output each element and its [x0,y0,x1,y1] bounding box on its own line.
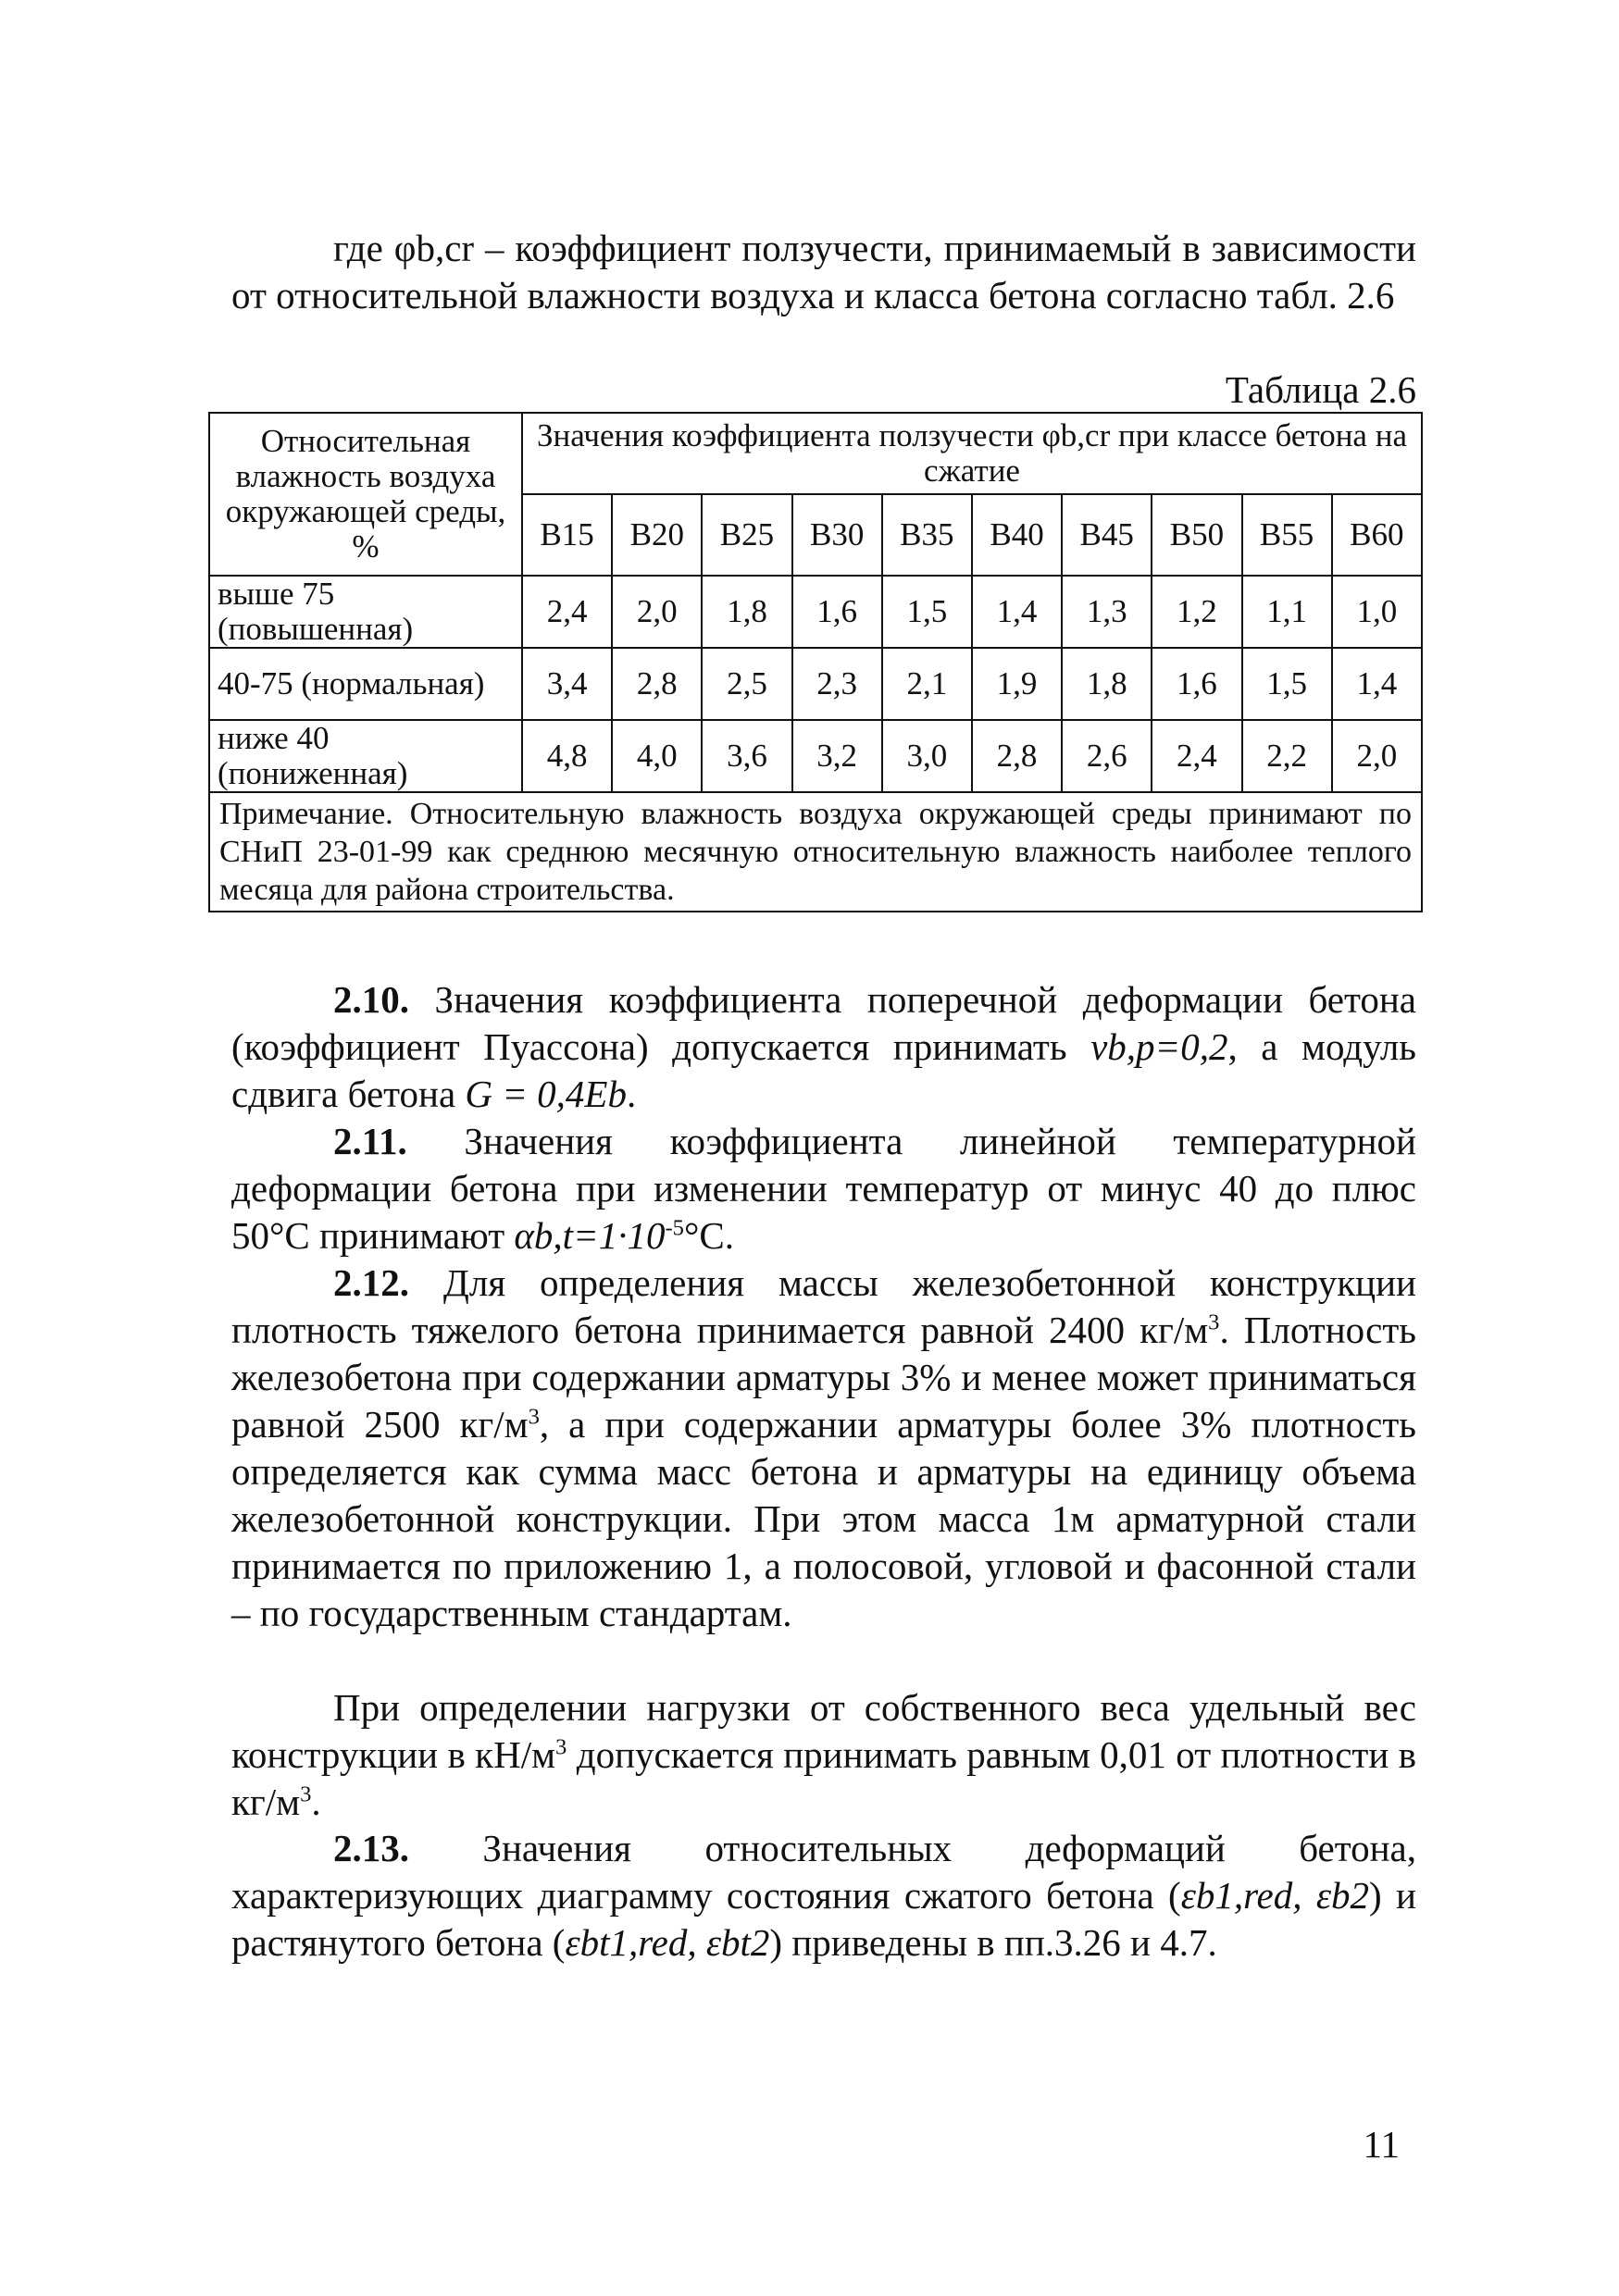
section-number: 2.12. [333,1261,409,1304]
creep-value-cell: 1,1 [1242,576,1332,648]
table-row [209,720,1422,792]
creep-value-cell: 2,0 [1332,720,1422,792]
poisson-formula: νb,p=0,2 [1090,1025,1228,1068]
creep-value-cell: 3,0 [882,720,972,792]
section-2-12 [231,1260,1416,1637]
text-fragment: При определении нагрузки от собственного веса удельный вес конструкции в кН/м [231,1686,1416,1776]
creep-value-cell: 2,8 [612,648,702,720]
creep-value-cell: 2,5 [702,648,791,720]
page-number: 11 [1363,2123,1400,2166]
creep-value-cell: 4,0 [612,720,702,792]
text-fragment: ) приведены в пп.3.26 и 4.7. [769,1921,1217,1964]
creep-value-cell: 1,6 [792,576,882,648]
text-fragment: . [626,1073,637,1115]
section-number: 2.10. [333,978,409,1021]
creep-coefficient-table [208,412,1423,912]
creep-value-cell: 2,4 [1152,720,1241,792]
text-fragment: °C. [683,1214,734,1257]
humidity-label: выше 75 (повышенная) [209,576,522,648]
concrete-class-header: B25 [702,494,791,576]
creep-value-cell: 1,3 [1062,576,1152,648]
cube-superscript: 3 [1208,1309,1220,1335]
text-fragment: Для определения массы железобетонной конструкции плотность тяжелого бетона принимается равной 2400 кг/м [231,1261,1416,1351]
text-fragment: . Плотность железобетона при содержании арматуры 3% и менее может приниматься равной 2500 кг/м [231,1309,1416,1446]
shear-modulus-formula: G = 0,4Eb [465,1073,627,1115]
creep-value-cell: 1,2 [1152,576,1241,648]
creep-value-cell: 1,8 [1062,648,1152,720]
table-caption: Таблица 2.6 [1225,368,1416,411]
table-row [209,648,1422,720]
concrete-class-header: B55 [1242,494,1332,576]
creep-value-cell: 1,5 [1242,648,1332,720]
creep-value-cell: 2,8 [972,720,1062,792]
text-fragment: ) и растянутого бетона ( [231,1874,1416,1964]
creep-value-cell: 2,4 [522,576,612,648]
thermal-coefficient-formula: αb,t=1·10 [514,1214,666,1257]
creep-value-cell: 1,9 [972,648,1062,720]
concrete-class-header: B15 [522,494,612,576]
creep-value-cell: 1,0 [1332,576,1422,648]
section-2-10 [231,976,1416,1118]
table-row [209,576,1422,648]
creep-value-cell: 1,8 [702,576,791,648]
creep-value-cell: 2,1 [882,648,972,720]
creep-value-cell: 4,8 [522,720,612,792]
compressed-strain-symbols: εb1,red, εb2 [1180,1874,1370,1917]
text-fragment: Значения коэффициента линейной температурной деформации бетона при изменении температур от минус 40 до плюс 50°C принимают [231,1120,1416,1257]
exponent: -5 [665,1215,684,1241]
tensile-strain-symbols: εbt1,red, εbt2 [565,1921,770,1964]
concrete-class-header: B30 [792,494,882,576]
concrete-class-header: B35 [882,494,972,576]
concrete-class-header: B20 [612,494,702,576]
section-2-13 [231,1825,1416,1967]
concrete-class-header: B60 [1332,494,1422,576]
creep-value-cell: 3,2 [792,720,882,792]
cube-superscript: 3 [300,1781,312,1807]
table-note: Примечание. Относительную влажность воздуха окружающей среды принимают по СНиП 23-01-99 как среднюю месячную относительную влажность наиболее теплого месяца для района строительства. [209,792,1422,912]
concrete-class-header: B40 [972,494,1062,576]
creep-value-cell: 1,6 [1152,648,1241,720]
humidity-label: 40-75 (нормальная) [209,648,522,720]
header-coefficient-group: Значения коэффициента ползучести φb,cr при классе бетона на сжатие [522,413,1422,494]
creep-value-cell: 1,5 [882,576,972,648]
creep-value-cell: 1,4 [972,576,1062,648]
creep-value-cell: 3,4 [522,648,612,720]
text-fragment: Значения относительных деформаций бетона, характеризующих диаграмму состояния сжатого бетона ( [231,1827,1416,1917]
creep-value-cell: 1,4 [1332,648,1422,720]
creep-value-cell: 2,2 [1242,720,1332,792]
creep-value-cell: 2,0 [612,576,702,648]
concrete-class-header: B50 [1152,494,1241,576]
cube-superscript: 3 [555,1734,567,1760]
section-number: 2.11. [333,1120,407,1162]
text-fragment: . [311,1781,321,1823]
text-fragment: , а модуль сдвига бетона [231,1025,1416,1115]
text-fragment: допускается принимать равным 0,01 от плотности в кг/м [231,1733,1416,1823]
cube-superscript: 3 [528,1404,540,1430]
section-2-11 [231,1118,1416,1260]
creep-value-cell: 3,6 [702,720,791,792]
section-number: 2.13. [333,1827,409,1869]
text-fragment: Значения коэффициента поперечной деформации бетона (коэффициент Пуассона) допускается принимать [231,978,1416,1068]
text-fragment: , а при содержании арматуры более 3% плотность определяется как сумма масс бетона и арматуры на единицу объема железобетонной конструкции. При этом масса 1м арматурной стали принимается по приложению 1, а полосовой, угловой и фасонной стали – по государственным стандартам. [231,1403,1416,1634]
creep-value-cell: 2,3 [792,648,882,720]
creep-value-cell: 2,6 [1062,720,1152,792]
section-2-12-continued [231,1684,1416,1826]
header-humidity: Относительная влажность воздуха окружающей среды, % [209,413,522,576]
concrete-class-header: B45 [1062,494,1152,576]
humidity-label: ниже 40 (пониженная) [209,720,522,792]
intro-paragraph: где φb,cr – коэффициент ползучести, принимаемый в зависимости от относительной влажности воздуха и класса бетона согласно табл. 2.6 [231,227,1416,316]
